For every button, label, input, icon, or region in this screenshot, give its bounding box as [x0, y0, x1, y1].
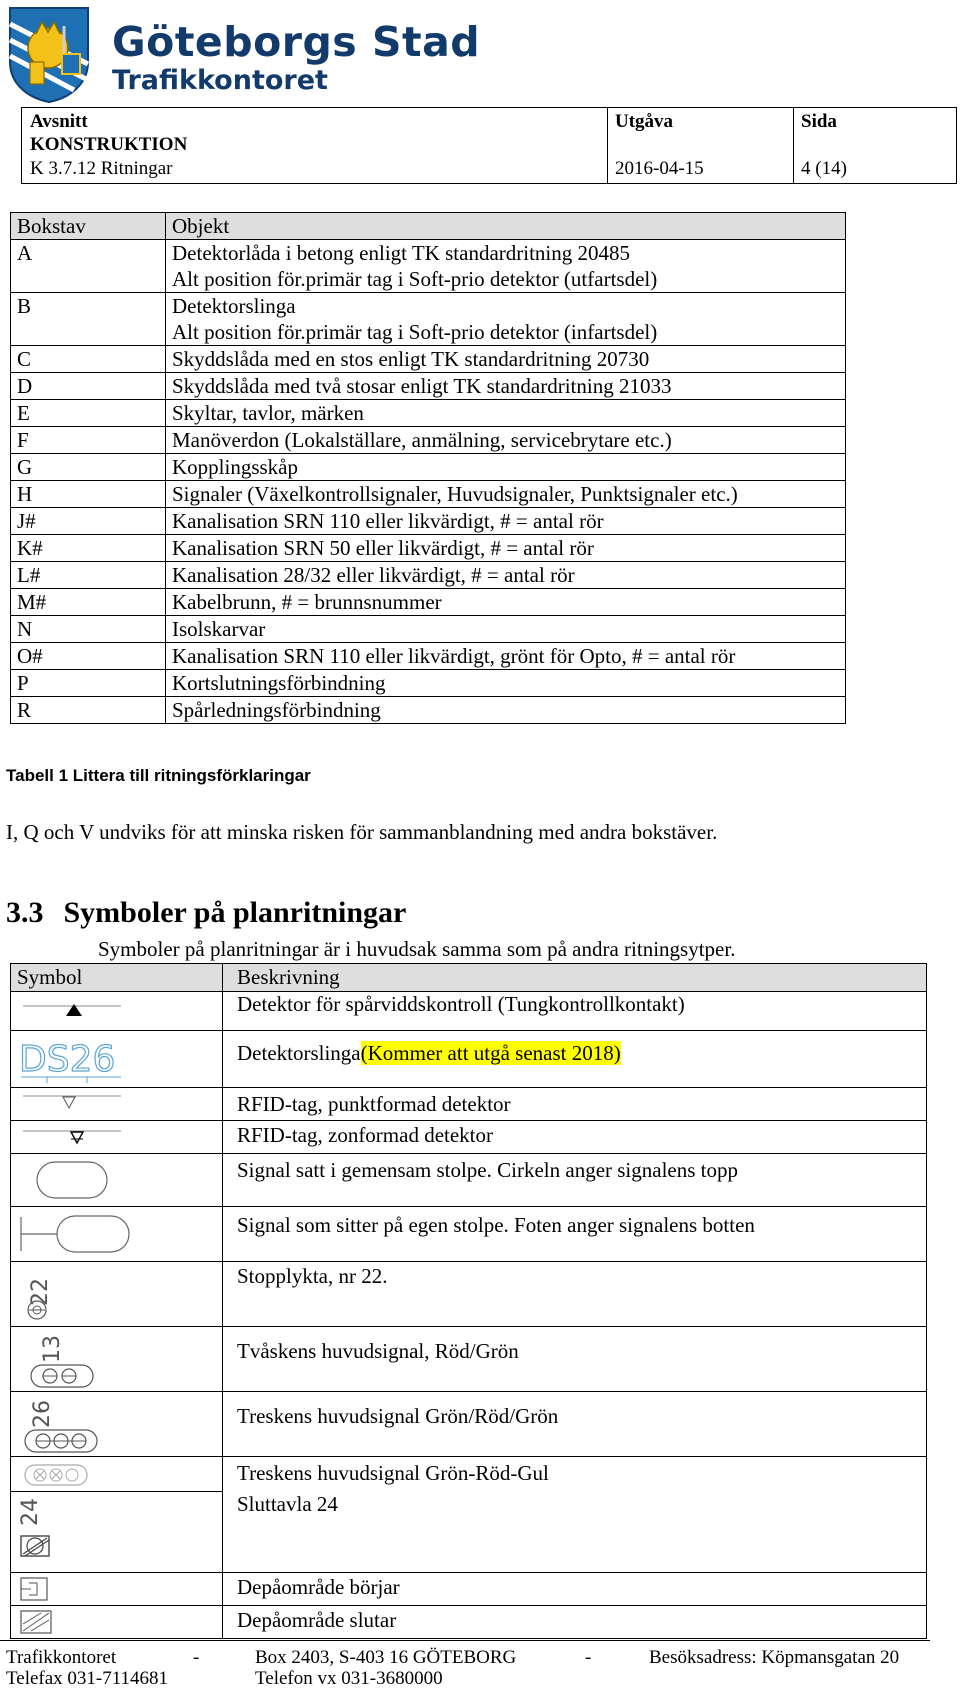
letter-code: N: [11, 616, 166, 643]
table-row: [11, 992, 927, 1031]
table-row: [11, 1121, 927, 1154]
letter-code: K#: [11, 535, 166, 562]
stop-lamp-symbol: [11, 1262, 216, 1326]
object-description: [166, 589, 846, 616]
two-lamp-main-signal-symbol: [11, 1327, 216, 1391]
footer-rule: [0, 1640, 930, 1641]
column-header: Beskrivning: [223, 964, 927, 992]
object-description: [166, 427, 846, 454]
symbol-description: Depåområde slutar: [223, 1606, 927, 1639]
symbol-description: Tvåskens huvudsignal, Röd/Grön: [223, 1327, 927, 1392]
table-row: [11, 589, 846, 616]
ds26-label: DS26: [19, 1039, 116, 1080]
footer-separator: -: [193, 1647, 200, 1668]
edition-label: Utgåva: [615, 111, 674, 132]
header-divider: [793, 108, 794, 183]
letter-code: R: [11, 697, 166, 724]
depot-end-symbol: [11, 1606, 216, 1638]
section-intro: Symboler på planritningar är i huvudsak samma som på andra ritningsytper.: [98, 937, 736, 961]
description-line: Kabelbrunn, # = brunnsnummer: [172, 590, 442, 614]
edition-value: 2016-04-15: [615, 158, 704, 179]
symbols-table: [10, 963, 927, 1639]
object-description: [166, 454, 846, 481]
letter-code: G: [11, 454, 166, 481]
table-row: [11, 240, 846, 293]
table-row: [11, 454, 846, 481]
description-line: Isolskarvar: [172, 617, 266, 641]
table-row: [11, 562, 846, 589]
signal-number: 26: [30, 1400, 55, 1428]
table-row: [11, 346, 846, 373]
description-line: Alt position för.primär tag i Soft-prio detektor (utfartsdel): [172, 267, 658, 291]
description-line: Alt position för.primär tag i Soft-prio detektor (infartsdel): [172, 320, 658, 344]
section-label: Avsnitt: [30, 111, 88, 132]
own-pole-signal-symbol: [11, 1207, 216, 1261]
object-description: [166, 562, 846, 589]
object-description: [166, 346, 846, 373]
footer-separator: -: [585, 1647, 592, 1668]
description-line: Kanalisation SRN 110 eller likvärdigt, grönt för Opto, # = antal rör: [172, 644, 736, 668]
column-header: Objekt: [166, 213, 846, 240]
goteborg-coat-of-arms-logo: [4, 4, 94, 104]
description-line: Detektorlåda i betong enligt TK standardritning 20485: [172, 241, 631, 265]
description-line: Kanalisation SRN 50 eller likvärdigt, # = antal rör: [172, 536, 594, 560]
symbol-description: RFID-tag, zonformad detektor: [223, 1121, 927, 1154]
table-row: [11, 1154, 927, 1207]
table-row: [11, 508, 846, 535]
symbol-description: Stopplykta, nr 22.: [223, 1262, 927, 1327]
letter-code: E: [11, 400, 166, 427]
table-row: [11, 1492, 927, 1573]
description-line: Kortslutningsförbindning: [172, 671, 386, 695]
table-row: [11, 1573, 927, 1606]
table-row: [11, 1031, 927, 1088]
description-line: Spårledningsförbindning: [172, 698, 381, 722]
table-row: [11, 373, 846, 400]
table-row: [11, 1457, 927, 1492]
column-header: Bokstav: [11, 213, 166, 240]
letter-code: J#: [11, 508, 166, 535]
description-line: Skyddslåda med en stos enligt TK standardritning 20730: [172, 347, 650, 371]
letter-code: H: [11, 481, 166, 508]
object-description: [166, 481, 846, 508]
page-value: 4 (14): [801, 158, 847, 179]
footer-address: Box 2403, S-403 16 GÖTEBORG: [255, 1647, 517, 1668]
table-header-row: [11, 964, 927, 992]
table-row: [11, 670, 846, 697]
section-title: Symboler på planritningar: [63, 896, 407, 929]
object-description: [166, 400, 846, 427]
end-sign-symbol: [11, 1492, 216, 1572]
shared-pole-signal-symbol: [11, 1154, 216, 1206]
table-row: [11, 427, 846, 454]
symbol-description: RFID-tag, punktformad detektor: [223, 1088, 927, 1121]
letters-table: [10, 212, 846, 724]
section-number: 3.3: [6, 896, 44, 929]
rfid-zone-symbol: [11, 1121, 216, 1153]
three-lamp-main-signal-gul-symbol: [11, 1457, 216, 1491]
city-name: Göteborgs Stad: [112, 18, 481, 66]
letter-code: M#: [11, 589, 166, 616]
table-row: [11, 1207, 927, 1262]
object-description: [166, 373, 846, 400]
detector-loop-symbol: [11, 1031, 216, 1087]
footer-fax: Telefax 031-7114681: [6, 1668, 169, 1689]
table-row: [11, 535, 846, 562]
letter-code: B: [11, 293, 166, 346]
symbol-description: Signal satt i gemensam stolpe. Cirkeln anger signalens topp: [223, 1154, 927, 1207]
deprecation-highlight: (Kommer att utgå senast 2018): [360, 1041, 621, 1065]
table-row: [11, 481, 846, 508]
table-row: [11, 1392, 927, 1457]
table-row: [11, 1088, 927, 1121]
brand: [112, 20, 480, 96]
symbol-description: Detektor för spårviddskontroll (Tungkontrollkontakt): [223, 992, 927, 1031]
symbol-description: Detektorslinga: [237, 1041, 361, 1065]
symbol-description: Signal som sitter på egen stolpe. Foten anger signalens botten: [223, 1207, 927, 1262]
description-line: Kanalisation SRN 110 eller likvärdigt, # = antal rör: [172, 509, 604, 533]
object-description: [166, 670, 846, 697]
description-line: Skyltar, tavlor, märken: [172, 401, 364, 425]
description-line: Kopplingsskåp: [172, 455, 298, 479]
stop-lamp-number: 22: [28, 1278, 53, 1306]
symbol-description: Depåområde börjar: [223, 1573, 927, 1606]
object-description: [166, 616, 846, 643]
table-header-row: [11, 213, 846, 240]
description-line: Skyddslåda med två stosar enligt TK standardritning 21033: [172, 374, 672, 398]
table-row: [11, 616, 846, 643]
section-sub: K 3.7.12 Ritningar: [30, 158, 173, 179]
column-header: Symbol: [11, 964, 223, 992]
table-row: [11, 400, 846, 427]
table-row: [11, 1327, 927, 1392]
table-row: [11, 697, 846, 724]
signal-number: 13: [40, 1335, 65, 1363]
section-value: KONSTRUKTION: [30, 134, 188, 155]
symbol-description: Sluttavla 24: [223, 1492, 927, 1573]
object-description: [166, 697, 846, 724]
table-row: [11, 1606, 927, 1639]
letter-code: O#: [11, 643, 166, 670]
description-line: Detektorslinga: [172, 294, 296, 318]
object-description: [166, 535, 846, 562]
document-header-table: [21, 107, 957, 184]
rfid-point-symbol: [11, 1088, 216, 1120]
letter-code: P: [11, 670, 166, 697]
table-row: [11, 1262, 927, 1327]
table-row: [11, 293, 846, 346]
department-name: Trafikkontoret: [112, 65, 328, 96]
symbol-description: Treskens huvudsignal Grön/Röd/Grön: [223, 1392, 927, 1457]
letter-code: F: [11, 427, 166, 454]
sign-number: 24: [18, 1498, 43, 1526]
footer-visit-address: Besöksadress: Köpmansgatan 20: [649, 1647, 900, 1668]
table-caption: Tabell 1 Littera till ritningsförklaringar: [6, 766, 311, 785]
depot-start-symbol: [11, 1573, 216, 1605]
description-line: Signaler (Växelkontrollsignaler, Huvudsignaler, Punktsignaler etc.): [172, 482, 738, 506]
object-description: [166, 240, 846, 293]
description-line: Kanalisation 28/32 eller likvärdigt, # = antal rör: [172, 563, 575, 587]
letter-code: D: [11, 373, 166, 400]
track-gauge-detector-symbol: [11, 992, 216, 1030]
object-description: [166, 508, 846, 535]
description-line: Manöverdon (Lokalställare, anmälning, servicebrytare etc.): [172, 428, 672, 452]
letter-code: L#: [11, 562, 166, 589]
table-row: [11, 643, 846, 670]
page-label: Sida: [801, 111, 837, 132]
note-paragraph: I, Q och V undviks för att minska risken för sammanblandning med andra bokstäver.: [6, 820, 718, 844]
footer-org: Trafikkontoret: [6, 1647, 117, 1668]
letter-code: C: [11, 346, 166, 373]
footer-phone: Telefon vx 031-3680000: [255, 1668, 443, 1689]
symbol-description: Treskens huvudsignal Grön-Röd-Gul: [223, 1457, 927, 1492]
three-lamp-main-signal-symbol: [11, 1392, 216, 1456]
object-description: [166, 643, 846, 670]
section-heading: [6, 896, 406, 930]
object-description: [166, 293, 846, 346]
header-divider: [607, 108, 608, 183]
letter-code: A: [11, 240, 166, 293]
